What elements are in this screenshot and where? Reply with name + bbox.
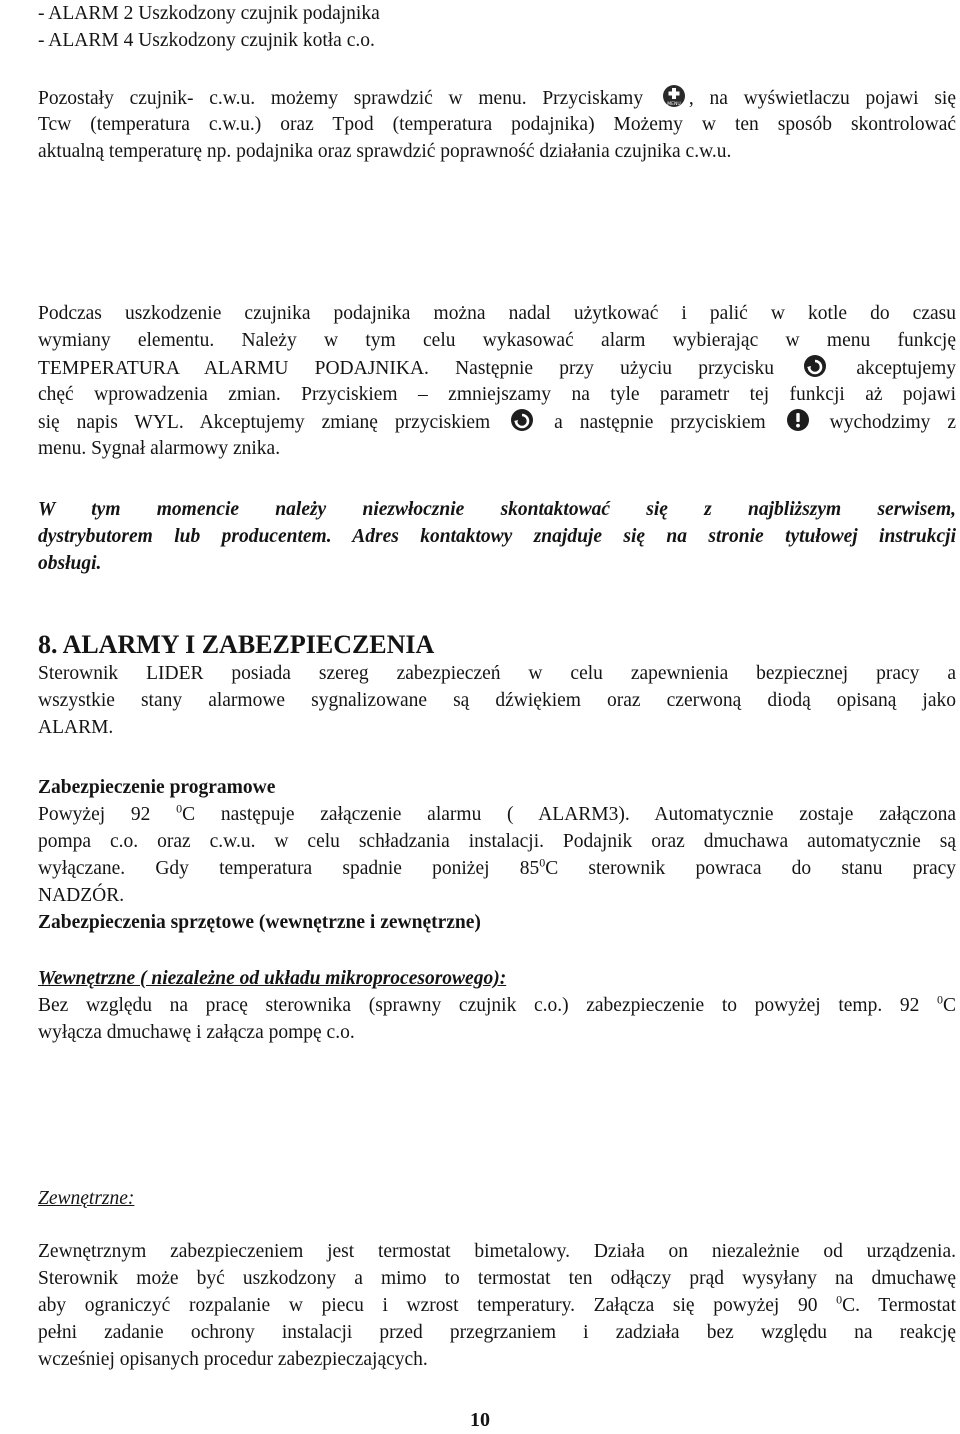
subsection-heading: Zewnętrzne: bbox=[38, 1188, 135, 1209]
text-line: Bez względu na pracę sterownika (sprawny czujnik c.o.) zabezpieczenie to powyżej temp. 92 $^0$C bbox=[38, 992, 956, 1016]
subsection-heading: Zabezpieczenia sprzętowe (wewnętrzne i zewnętrzne) bbox=[38, 912, 481, 933]
paragraph-contact-service bbox=[38, 496, 956, 577]
text-line: Tcw (temperatura c.w.u.) oraz Tpod (temperatura podajnika) Możemy w ten sposób skontrolować bbox=[38, 114, 956, 135]
text-line: obsługi. bbox=[38, 553, 102, 574]
text-line: wyłączane. Gdy temperatura spadnie poniżej $85^0C$ sterownik powraca do stanu pracy bbox=[38, 855, 957, 879]
text-line: ALARM. bbox=[38, 717, 114, 738]
text-line: dystrybutorem lub producentem. Adres kontaktowy znajduje się na stronie tytułowej instrukcji bbox=[38, 526, 956, 547]
text-line: wszystkie stany alarmowe sygnalizowane są dźwiękiem oraz czerwoną diodą opisaną jako bbox=[38, 690, 956, 711]
paragraph-feeder-sensor bbox=[38, 300, 956, 462]
text-line: TEMPERATURA ALARMU PODAJNIKA. Następnie przy użyciu przycisku akceptujemy bbox=[38, 354, 956, 381]
section-external-protection bbox=[38, 1185, 956, 1212]
text-line: Powyżej 92 $^0$C następuje załączenie alarmu ( ALARM3). Automatycznie zostaje załączona bbox=[38, 801, 957, 825]
alarm-item: - ALARM 4 Uszkodzony czujnik kotła c.o. bbox=[38, 30, 375, 51]
text-line: Pozostały czujnik- c.w.u. możemy sprawdzić w menu. Przyciskamy MENU , na wyświetlaczu pojawi się bbox=[38, 84, 956, 111]
text-line: chęć wprowadzenia zmian. Przyciskiem – zmniejszamy na tyle parametr tej funkcji aż pojawi bbox=[38, 384, 956, 405]
text-line: pompa c.o. oraz c.w.u. w celu schładzania instalacji. Podajnik oraz dmuchawa automatycznie są bbox=[38, 831, 956, 852]
text-line: Sterownik może być uszkodzony a mimo to termostat ten odłączy prąd wysyłany na dmuchawę bbox=[38, 1268, 956, 1289]
subsection-heading: Wewnętrzne ( niezależne od układu mikroprocesorowego): bbox=[38, 968, 507, 989]
text-line: wymiany elementu. Należy w tym celu wykasować alarm wybierając w menu funkcję bbox=[38, 330, 956, 351]
subsection-heading: Zabezpieczenie programowe bbox=[38, 777, 276, 798]
section-program-protection bbox=[38, 774, 956, 909]
section-internal-protection bbox=[38, 965, 956, 1046]
accept-button-icon bbox=[803, 354, 827, 378]
text-line: Sterownik LIDER posiada szereg zabezpieczeń w celu zapewnienia bezpiecznej pracy a bbox=[38, 663, 956, 684]
page-number: 10 bbox=[470, 1409, 490, 1431]
text-line: W tym momencie należy niezwłocznie skontaktować się z najbliższym serwisem, bbox=[38, 499, 956, 520]
paragraph-external-thermostat bbox=[38, 1238, 956, 1373]
text-line: menu. Sygnał alarmowy znika. bbox=[38, 438, 281, 459]
text-line: aby ograniczyć rozpalanie w piecu i wzrost temperatury. Załącza się powyżej 90 $^0$C. Termostat bbox=[38, 1292, 956, 1316]
alarm-item: - ALARM 2 Uszkodzony czujnik podajnika bbox=[38, 3, 380, 24]
section-heading: 8. ALARMY I ZABEZPIECZENIA bbox=[38, 630, 435, 659]
text-line: Podczas uszkodzenie czujnika podajnika można nadal użytkować i palić w kotle do czasu bbox=[38, 303, 956, 324]
section-hardware-protection bbox=[38, 909, 956, 936]
paragraph-cwu-sensor bbox=[38, 84, 956, 165]
svg-text:MENU: MENU bbox=[667, 102, 681, 107]
text-line: wcześniej opisanych procedur zabezpieczających. bbox=[38, 1349, 428, 1370]
exit-button-icon bbox=[786, 408, 810, 432]
text-line: pełni zadanie ochrony instalacji przed przegrzaniem i zadziała bez względu na reakcję bbox=[38, 1322, 956, 1343]
text-line: Zewnętrznym zabezpieczeniem jest termostat bimetalowy. Działa on niezależnie od urządzenia. bbox=[38, 1241, 956, 1262]
menu-button-icon bbox=[662, 84, 686, 108]
alarm-list bbox=[38, 0, 956, 54]
text-line: się napis WYL. Akceptujemy zmianę przyciskiem a następnie przyciskiem wychodzimy z bbox=[38, 408, 956, 435]
text-line: NADZÓR. bbox=[38, 885, 125, 906]
accept-button-icon bbox=[510, 408, 534, 432]
text-line: wyłącza dmuchawę i załącza pompę c.o. bbox=[38, 1022, 355, 1043]
text-line: aktualną temperaturę np. podajnika oraz sprawdzić poprawność działania czujnika c.w.u. bbox=[38, 141, 732, 162]
section-alarms bbox=[38, 630, 956, 741]
